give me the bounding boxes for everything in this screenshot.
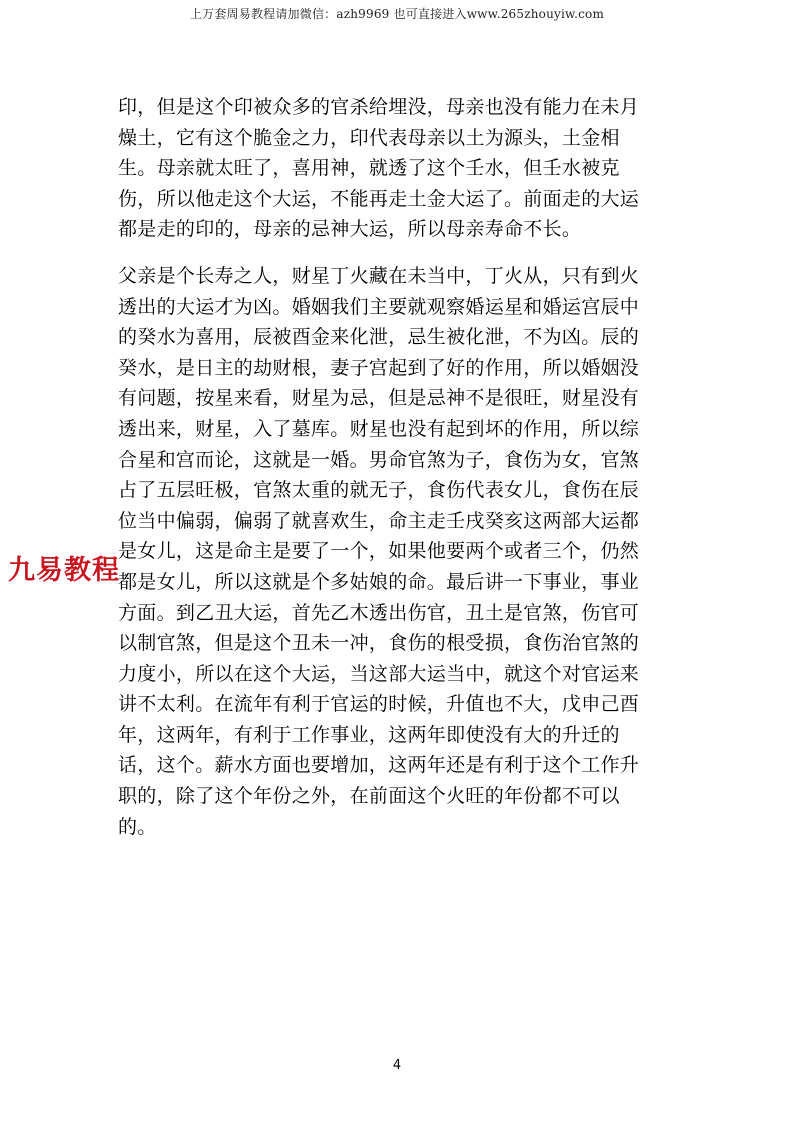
watermark-logo: 九易教程 — [8, 555, 120, 586]
paragraph-father-marriage-career: 父亲是个长寿之人，财星丁火藏在未当中，丁火从，只有到火 透出的大运才为凶。婚姻我们主要就观察婚运星和婚运宫辰中 的癸水为喜用，辰被酉金来化泄，忌生被化泄，不为凶。辰的 癸水，是日主的劫财根，妻子宫起到了好的作用，所以婚姻没 有问题，按星来看，财星为忌，但是忌神不是很旺，财星没有 透出来，财星，入了墓库。财星也没有起到坏的作用，所以综 合星和宫而论，这就是一婚。男命官煞为子，食伤为女，官煞 占了五层旺极，官煞太重的就无子，食伤代表女儿，食伤在辰 位当中偏弱，偏弱了就喜欢生，命主走壬戌癸亥这两部大运都 是女儿，这是命主是要了一个，如果他要两个或者三个，仍然 都是女儿，所以这就是个多姑娘的命。最后讲一下事业，事业 方面。到乙丑大运，首先乙木透出伤官，丑土是官煞，伤官可 以制官煞，但是这个丑未一冲，食伤的根受损，食伤治官煞的 力度小，所以在这个大运，当这部大运当中，就这个对官运来 讲不太利。在流年有利于官运的时候，升值也不大，戊申己酉 年，这两年，有利于工作事业，这两年即使没有大的升迁的 话，这个。薪水方面也要增加，这两年还是有利于这个工作升 职的，除了这个年份之外，在前面这个火旺的年份都不可以 的。 — [118, 264, 640, 838]
page-number: 4 — [392, 1058, 402, 1073]
document-body — [118, 92, 678, 842]
paragraph-mother: 印，但是这个印被众多的官杀给埋没，母亲也没有能力在未月 燥土，它有这个脆金之力，印代表母亲以土为源头，土金相 生。母亲就太旺了，喜用神，就透了这个壬水，但壬水被克 伤，所以他走这个大运，不能再走土金大运了。前面走的大运 都是走的印的，母亲的忌神大运，所以母亲寿命不长。 — [118, 96, 640, 241]
page-header: 上万套周易教程请加微信：azh9969 也可直接进入www.265zhouyiw.com — [189, 7, 605, 21]
